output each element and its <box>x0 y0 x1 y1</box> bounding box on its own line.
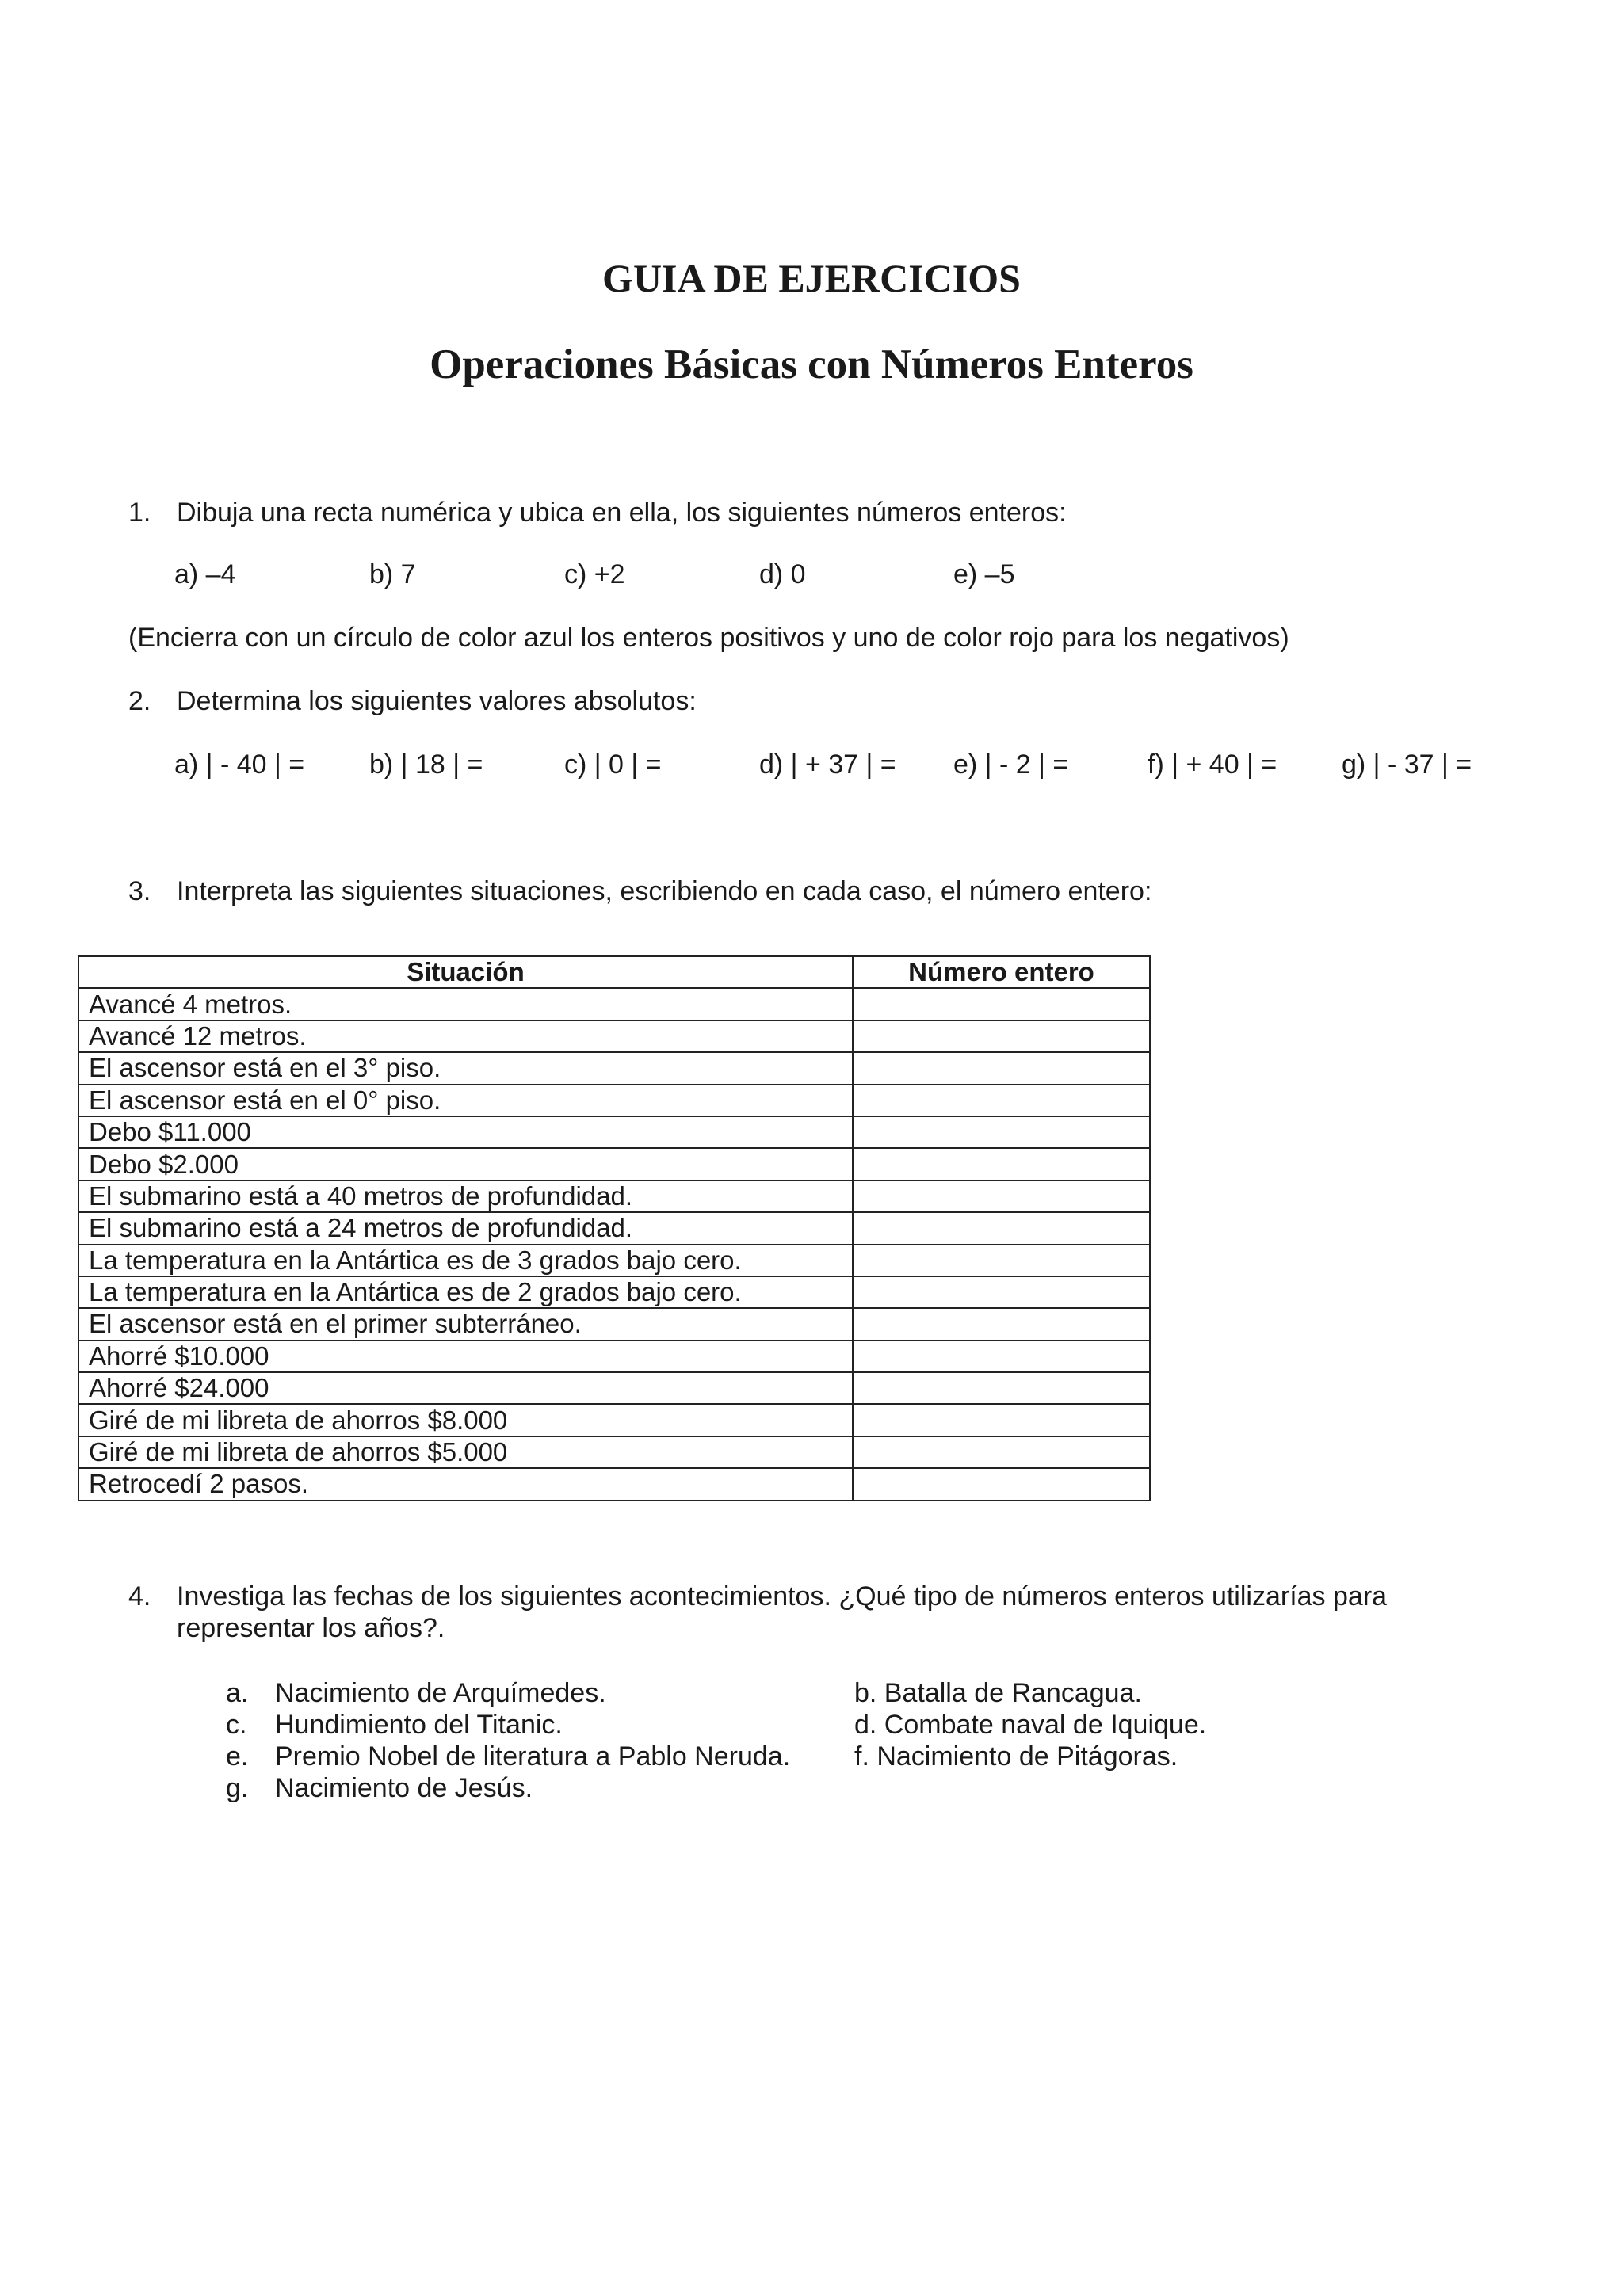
q2-option-b: b) | 18 | = <box>369 749 483 780</box>
table-row <box>78 1468 1150 1500</box>
situation-cell: El submarino está a 24 metros de profundidad. <box>78 1212 853 1244</box>
situation-cell: Avancé 4 metros. <box>78 988 853 1020</box>
answer-cell[interactable] <box>853 1308 1150 1340</box>
q4-item-e-letter: e. <box>226 1741 249 1772</box>
answer-cell[interactable] <box>853 1020 1150 1052</box>
table-row <box>78 988 1150 1020</box>
situation-cell: Ahorré $10.000 <box>78 1341 853 1372</box>
q4-item-a-letter: a. <box>226 1678 249 1708</box>
situation-cell: La temperatura en la Antártica es de 3 grados bajo cero. <box>78 1245 853 1276</box>
answer-cell[interactable] <box>853 1276 1150 1308</box>
answer-cell[interactable] <box>853 1180 1150 1212</box>
q1-option-d: d) 0 <box>759 559 806 589</box>
q4-item-d: d. Combate naval de Iquique. <box>854 1710 1207 1740</box>
answer-cell[interactable] <box>853 1468 1150 1500</box>
table-row <box>78 1085 1150 1116</box>
answer-cell[interactable] <box>853 1245 1150 1276</box>
table-row <box>78 1245 1150 1276</box>
q2-option-c: c) | 0 | = <box>564 749 662 780</box>
q1-option-b: b) 7 <box>369 559 416 589</box>
table-row <box>78 1180 1150 1212</box>
table-row <box>78 1052 1150 1084</box>
document-title: GUIA DE EJERCICIOS <box>602 256 1021 300</box>
table-row <box>78 1404 1150 1436</box>
answer-cell[interactable] <box>853 1341 1150 1372</box>
situation-cell: Giré de mi libreta de ahorros $5.000 <box>78 1436 853 1468</box>
table-row <box>78 1020 1150 1052</box>
q1-note: (Encierra con un círculo de color azul los enteros positivos y uno de color rojo para los negativos) <box>128 623 1289 653</box>
answer-cell[interactable] <box>853 1052 1150 1084</box>
answer-cell[interactable] <box>853 1372 1150 1404</box>
q1-option-e: e) –5 <box>953 559 1015 589</box>
answer-cell[interactable] <box>853 988 1150 1020</box>
situation-cell: La temperatura en la Antártica es de 2 grados bajo cero. <box>78 1276 853 1308</box>
q4-item-b: b. Batalla de Rancagua. <box>854 1678 1142 1708</box>
q1-text: Dibuja una recta numérica y ubica en ella, los siguientes números enteros: <box>177 498 1067 528</box>
q1-number: 1. <box>128 498 151 528</box>
q4-text-line2: representar los años?. <box>177 1613 445 1643</box>
q2-option-e: e) | - 2 | = <box>953 749 1069 780</box>
q3-number: 3. <box>128 876 151 906</box>
situation-cell: Debo $11.000 <box>78 1116 853 1148</box>
q2-option-g: g) | - 37 | = <box>1342 749 1472 780</box>
q1-option-a: a) –4 <box>174 559 236 589</box>
q4-item-g-letter: g. <box>226 1773 249 1803</box>
q4-text-line1: Investiga las fechas de los siguientes acontecimientos. ¿Qué tipo de números enteros utilizarías para <box>177 1581 1388 1611</box>
answer-cell[interactable] <box>853 1404 1150 1436</box>
q1-option-c: c) +2 <box>564 559 625 589</box>
q4-item-c-letter: c. <box>226 1710 247 1740</box>
situation-cell: El ascensor está en el primer subterráneo. <box>78 1308 853 1340</box>
table-header-row <box>78 956 1150 988</box>
situation-cell: Giré de mi libreta de ahorros $8.000 <box>78 1404 853 1436</box>
table-row <box>78 1341 1150 1372</box>
situations-table <box>78 955 1151 1501</box>
table-row <box>78 1212 1150 1244</box>
q4-item-e-text: Premio Nobel de literatura a Pablo Neruda. <box>275 1741 791 1772</box>
q2-option-d: d) | + 37 | = <box>759 749 896 780</box>
answer-cell[interactable] <box>853 1212 1150 1244</box>
table-row <box>78 1372 1150 1404</box>
q4-number: 4. <box>128 1581 151 1611</box>
table-row <box>78 1436 1150 1468</box>
table-row <box>78 1148 1150 1180</box>
situation-cell: Debo $2.000 <box>78 1148 853 1180</box>
situation-cell: El submarino está a 40 metros de profundidad. <box>78 1180 853 1212</box>
q3-text: Interpreta las siguientes situaciones, escribiendo en cada caso, el número entero: <box>177 876 1152 906</box>
q2-number: 2. <box>128 686 151 716</box>
situation-cell: El ascensor está en el 3° piso. <box>78 1052 853 1084</box>
table-row <box>78 1276 1150 1308</box>
situation-cell: El ascensor está en el 0° piso. <box>78 1085 853 1116</box>
answer-cell[interactable] <box>853 1436 1150 1468</box>
q2-option-a: a) | - 40 | = <box>174 749 305 780</box>
q4-item-c-text: Hundimiento del Titanic. <box>275 1710 563 1740</box>
situation-cell: Avancé 12 metros. <box>78 1020 853 1052</box>
q4-item-g-text: Nacimiento de Jesús. <box>275 1773 533 1803</box>
table-row <box>78 1308 1150 1340</box>
situation-cell: Retrocedí 2 pasos. <box>78 1468 853 1500</box>
q2-option-f: f) | + 40 | = <box>1148 749 1277 780</box>
answer-cell[interactable] <box>853 1116 1150 1148</box>
table-row <box>78 1116 1150 1148</box>
q2-text: Determina los siguientes valores absolutos: <box>177 686 697 716</box>
answer-cell[interactable] <box>853 1085 1150 1116</box>
situation-cell: Ahorré $24.000 <box>78 1372 853 1404</box>
q4-item-f: f. Nacimiento de Pitágoras. <box>854 1741 1178 1772</box>
header-numero-entero: Número entero <box>853 956 1150 988</box>
document-subtitle: Operaciones Básicas con Números Enteros <box>430 341 1193 387</box>
q4-item-a-text: Nacimiento de Arquímedes. <box>275 1678 606 1708</box>
header-situacion: Situación <box>78 956 853 988</box>
answer-cell[interactable] <box>853 1148 1150 1180</box>
